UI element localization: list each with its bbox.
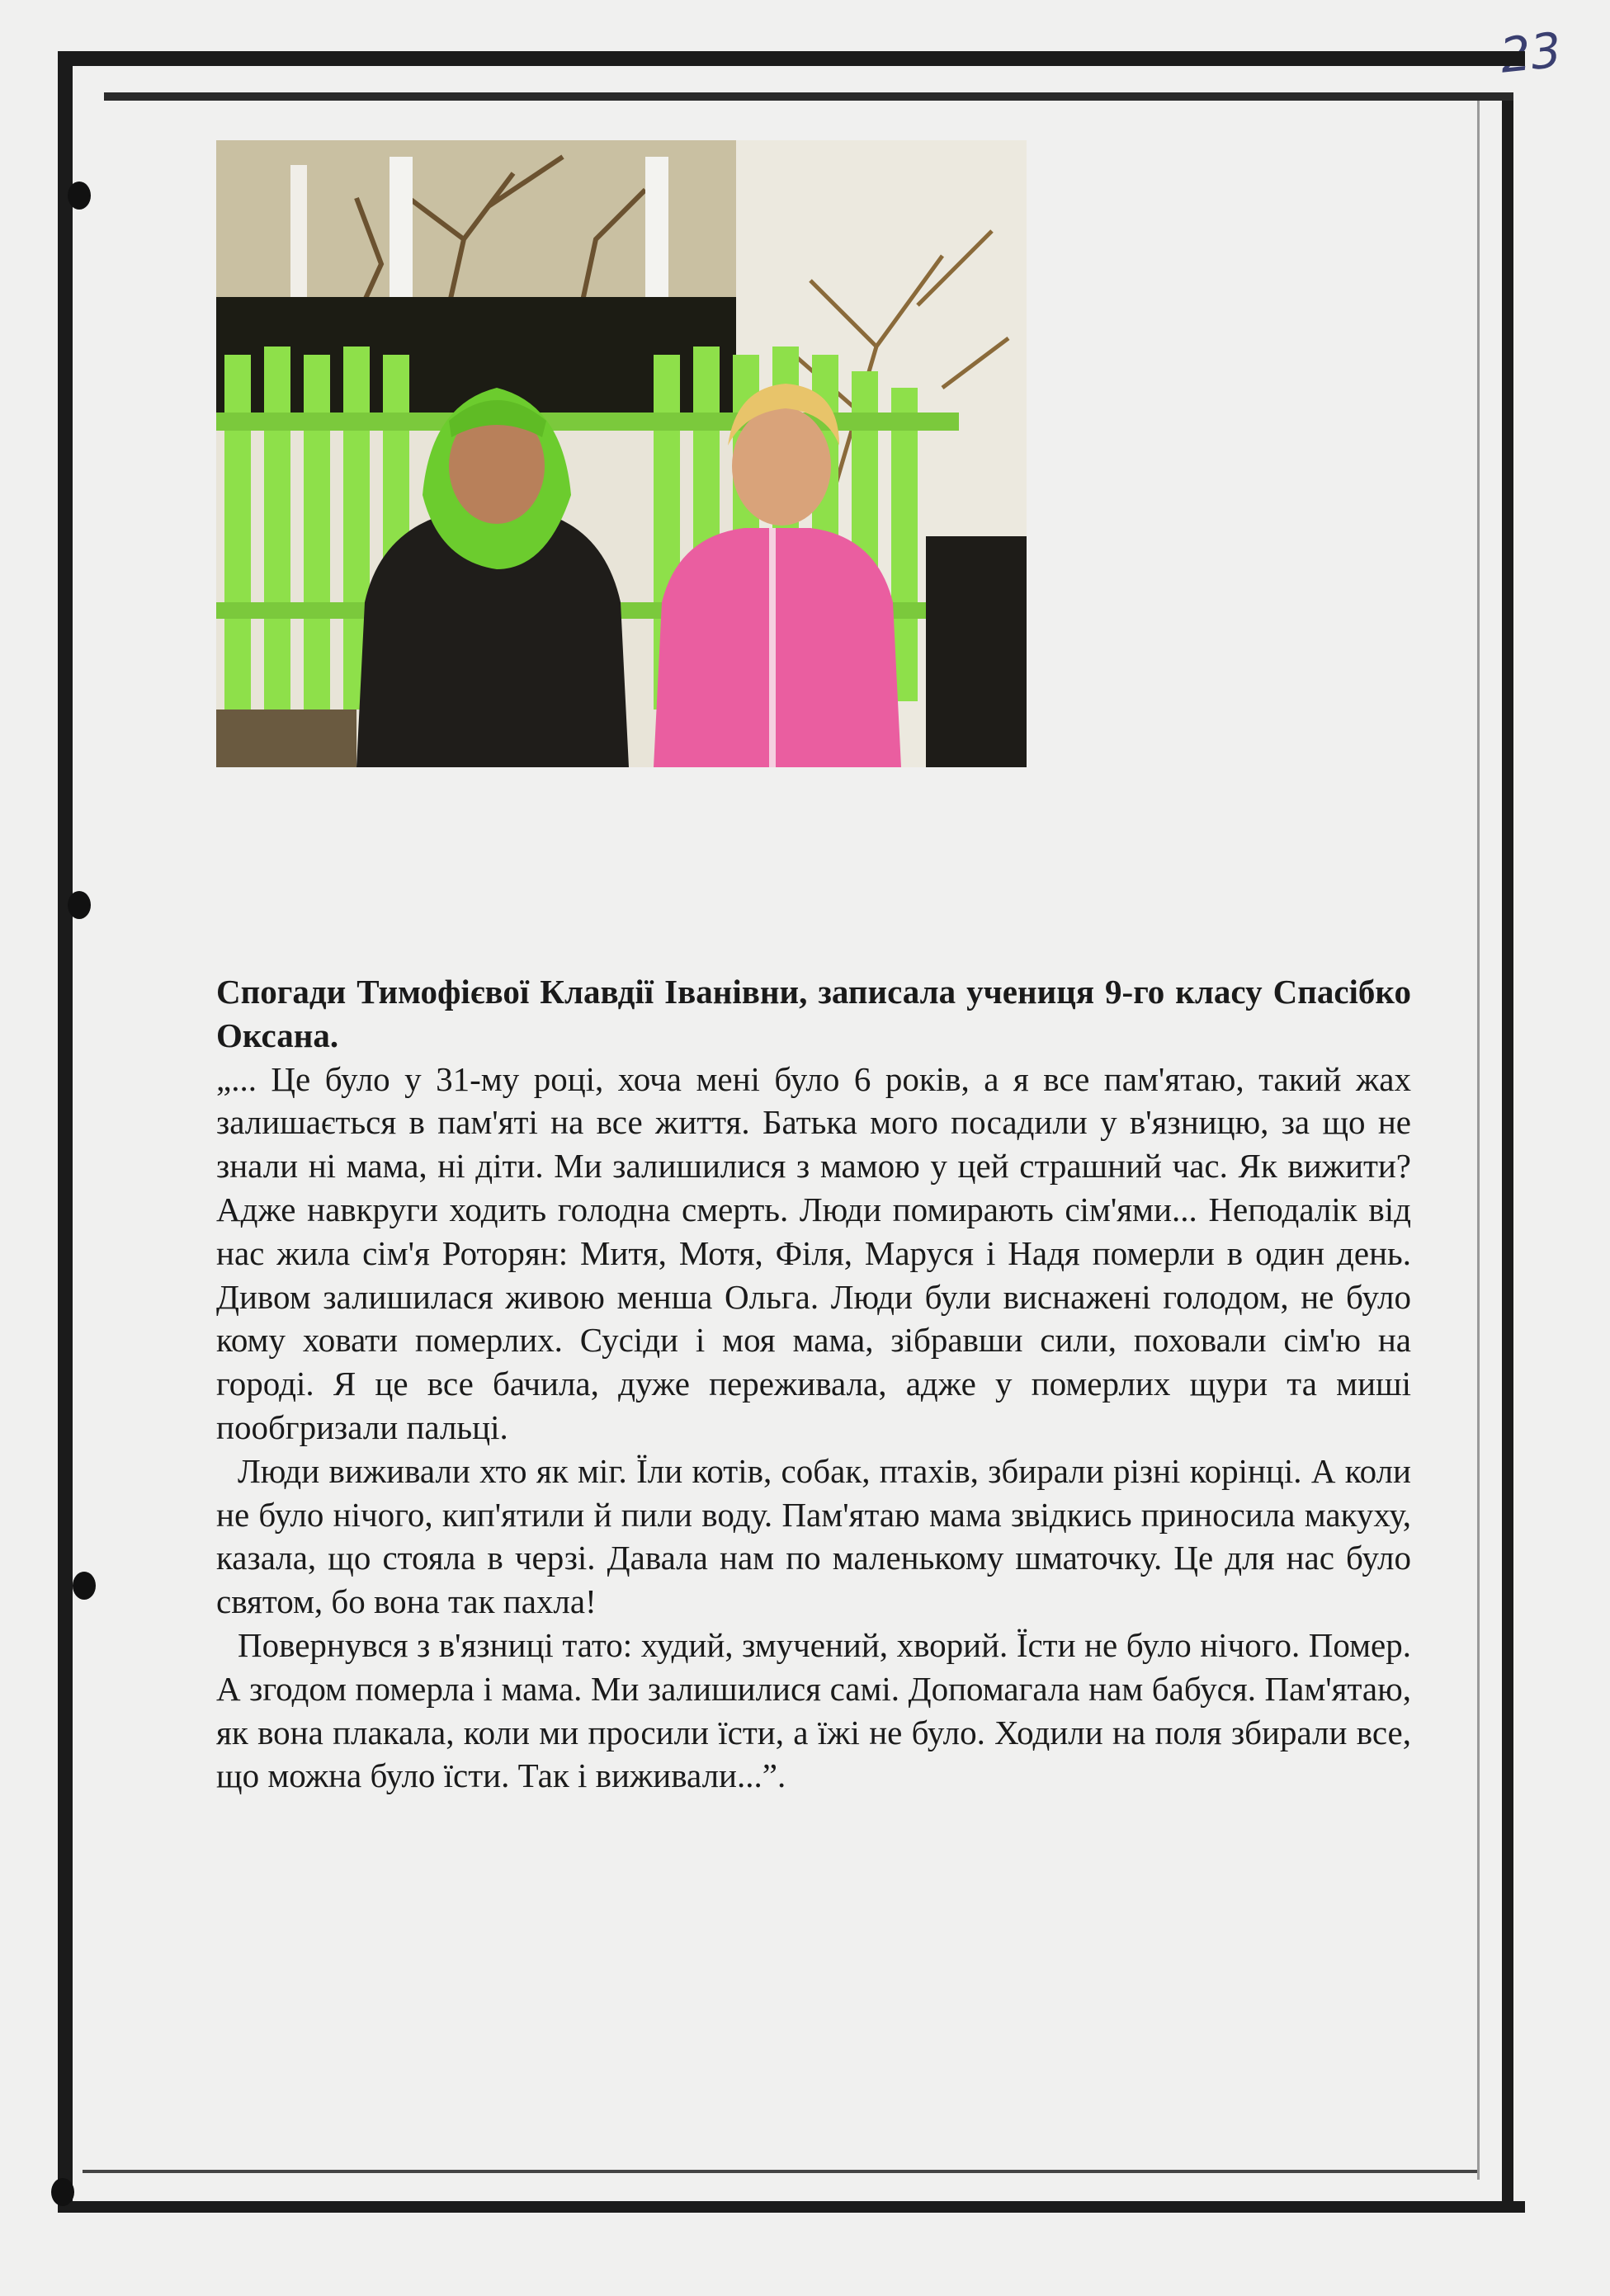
page-border-right: [1502, 95, 1513, 2207]
memoir-heading: Спогади Тимофієвої Клавдії Іванівни, записала учениця 9-го класу Спасібко Оксана.: [216, 973, 1411, 1054]
punch-hole: [73, 1572, 96, 1600]
page-border-top-inner: [104, 92, 1513, 101]
page-border-bottom-thin: [83, 2170, 1477, 2173]
memoir-text: [216, 970, 1411, 1798]
punch-hole: [68, 891, 91, 919]
memoir-paragraph: Повернувся з в'язниці тато: худий, змучений, хворий. Їсти не було нічого. Помер. А згодом померла і мама. Ми залишилися самі. Допомагала нам бабуся. Пам'ятаю, як вона плакала, коли ми просили їсти, а їжі не було. Ходили на поля збирали все, що можна було їсти. Так і виживали...”.: [216, 1625, 1411, 1795]
page-number: 23: [1497, 21, 1565, 84]
memoir-paragraph: Люди виживали хто як міг. Їли котів, собак, птахів, збирали різні корінці. А коли не було нічого, кип'ятили й пили воду. Пам'ятаю мама звідкись приносила макуху, казала, що стояла в черзі. Давала нам по маленькому шматочку. Це для нас було святом, бо вона так пахла!: [216, 1451, 1411, 1621]
memoir-paragraph: „... Це було у 31-му році, хоча мені було 6 років, а я все пам'ятаю, такий жах залишається в пам'яті на все життя. Батька мого посадили у в'язницю, за що не знали ні мама, ні діти. Ми залишилися з мамою у цей страшний час. Як вижити? Адже навкруги ходить голодна смерть. Люди помирають сім'ями... Неподалік від нас жила сім'я Роторян: Митя, Мотя, Філя, Маруся і Надя померли в один день. Дивом залишилася живою менша Ольга. Люди були виснажені голодом, не було кому ховати померлих. Сусіди і моя мама, зібравши сили, поховали сім'ю на городі. Я це все бачила, дуже переживала, адже у померлих щури та миші пообгризали пальці.: [216, 1059, 1411, 1446]
photo-two-women-by-green-fence: [216, 140, 1027, 767]
punch-hole: [68, 182, 91, 210]
page-border-right-thin: [1477, 101, 1480, 2180]
punch-hole: [51, 2178, 74, 2206]
